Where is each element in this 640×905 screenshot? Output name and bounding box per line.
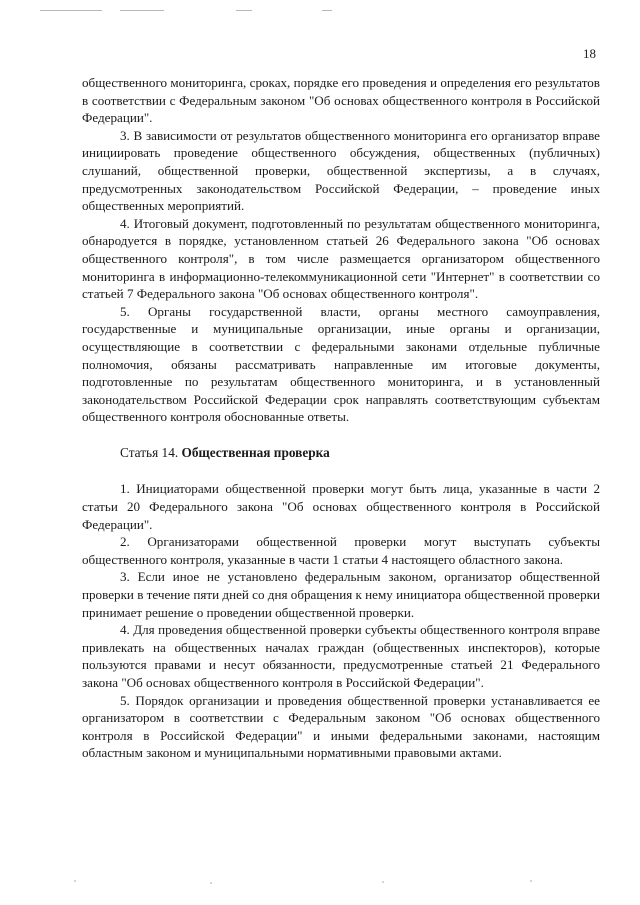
paragraph-item-3: 3. В зависимости от результатов общественного мониторинга его организатор вправе инициировать проведение общественного обсуждения, общественных (публичных) слушаний, общественной проверки, общественной экспертизы, а в случаях, предусмотренных законодательством Российской Федерации, – проведение иных общественных мероприятий. (82, 127, 600, 214)
article-paragraph-4: 4. Для проведения общественной проверки субъекты общественного контроля вправе привлекать на общественных началах граждан (общественных инспекторов), которые пользуются правами и несут обязанности, предусмотренные статьей 21 Федерального закона "Об основах общественного контроля в Российской Федерации". (82, 622, 600, 690)
scan-artifact-dots (60, 880, 560, 884)
paragraph-continuation: общественного мониторинга, сроках, порядке его проведения и определения его результатов в соответствии с Федеральным законом "Об основах общественного контроля в Российской Федерации". (82, 75, 600, 126)
article-paragraph-1: 1. Инициаторами общественной проверки могут быть лица, указанные в части 2 статьи 20 Федерального закона "Об основах общественного контроля в Российской Федерации". (82, 481, 600, 532)
article-number: Статья 14. (120, 444, 182, 460)
article-paragraph-5: 5. Порядок организации и проведения общественной проверки устанавливается ее организатором в соответствии с Федеральным законом "Об основах общественного контроля в Российской Федерации" и иными федеральными законами, настоящим областным законом и муниципальными нормативными правовыми актами. (82, 692, 600, 761)
document-body (82, 74, 600, 762)
paragraph-item-4: 4. Итоговый документ, подготовленный по результатам общественного мониторинга, обнародуется в порядке, установленном статьей 26 Федерального закона "Об основах общественного контроля", в том числе размещается организатором общественного мониторинга в информационно-телекоммуникационной сети "Интернет" в соответствии со статьей 7 Федерального закона "Об основах общественного контроля". (82, 215, 600, 302)
article-heading (82, 444, 600, 462)
article-paragraph-3: 3. Если иное не установлено федеральным законом, организатор общественной проверки в течение пяти дней со дня обращения к нему инициатора общественной проверки принимает решение о проведении общественной проверки. (82, 569, 600, 620)
article-paragraph-2: 2. Организаторами общественной проверки могут выступать субъекты общественного контроля, указанные в части 1 статьи 4 настоящего областного закона. (82, 534, 600, 567)
scan-artifact-marks (40, 10, 360, 12)
page-number: 18 (583, 46, 596, 61)
paragraph-item-5: 5. Органы государственной власти, органы местного самоуправления, государственные и муниципальные организации, иные органы и организации, осуществляющие в соответствии с федеральными законами отдельные публичные полномочия, обязаны рассматривать направленные им итоговые документы, подготовленные по результатам общественного мониторинга, и в установленный законодательством Российской Федерации срок направлять соответствующим субъектам общественного контроля обоснованные ответы. (82, 303, 600, 425)
article-title: Общественная проверка (181, 444, 330, 460)
